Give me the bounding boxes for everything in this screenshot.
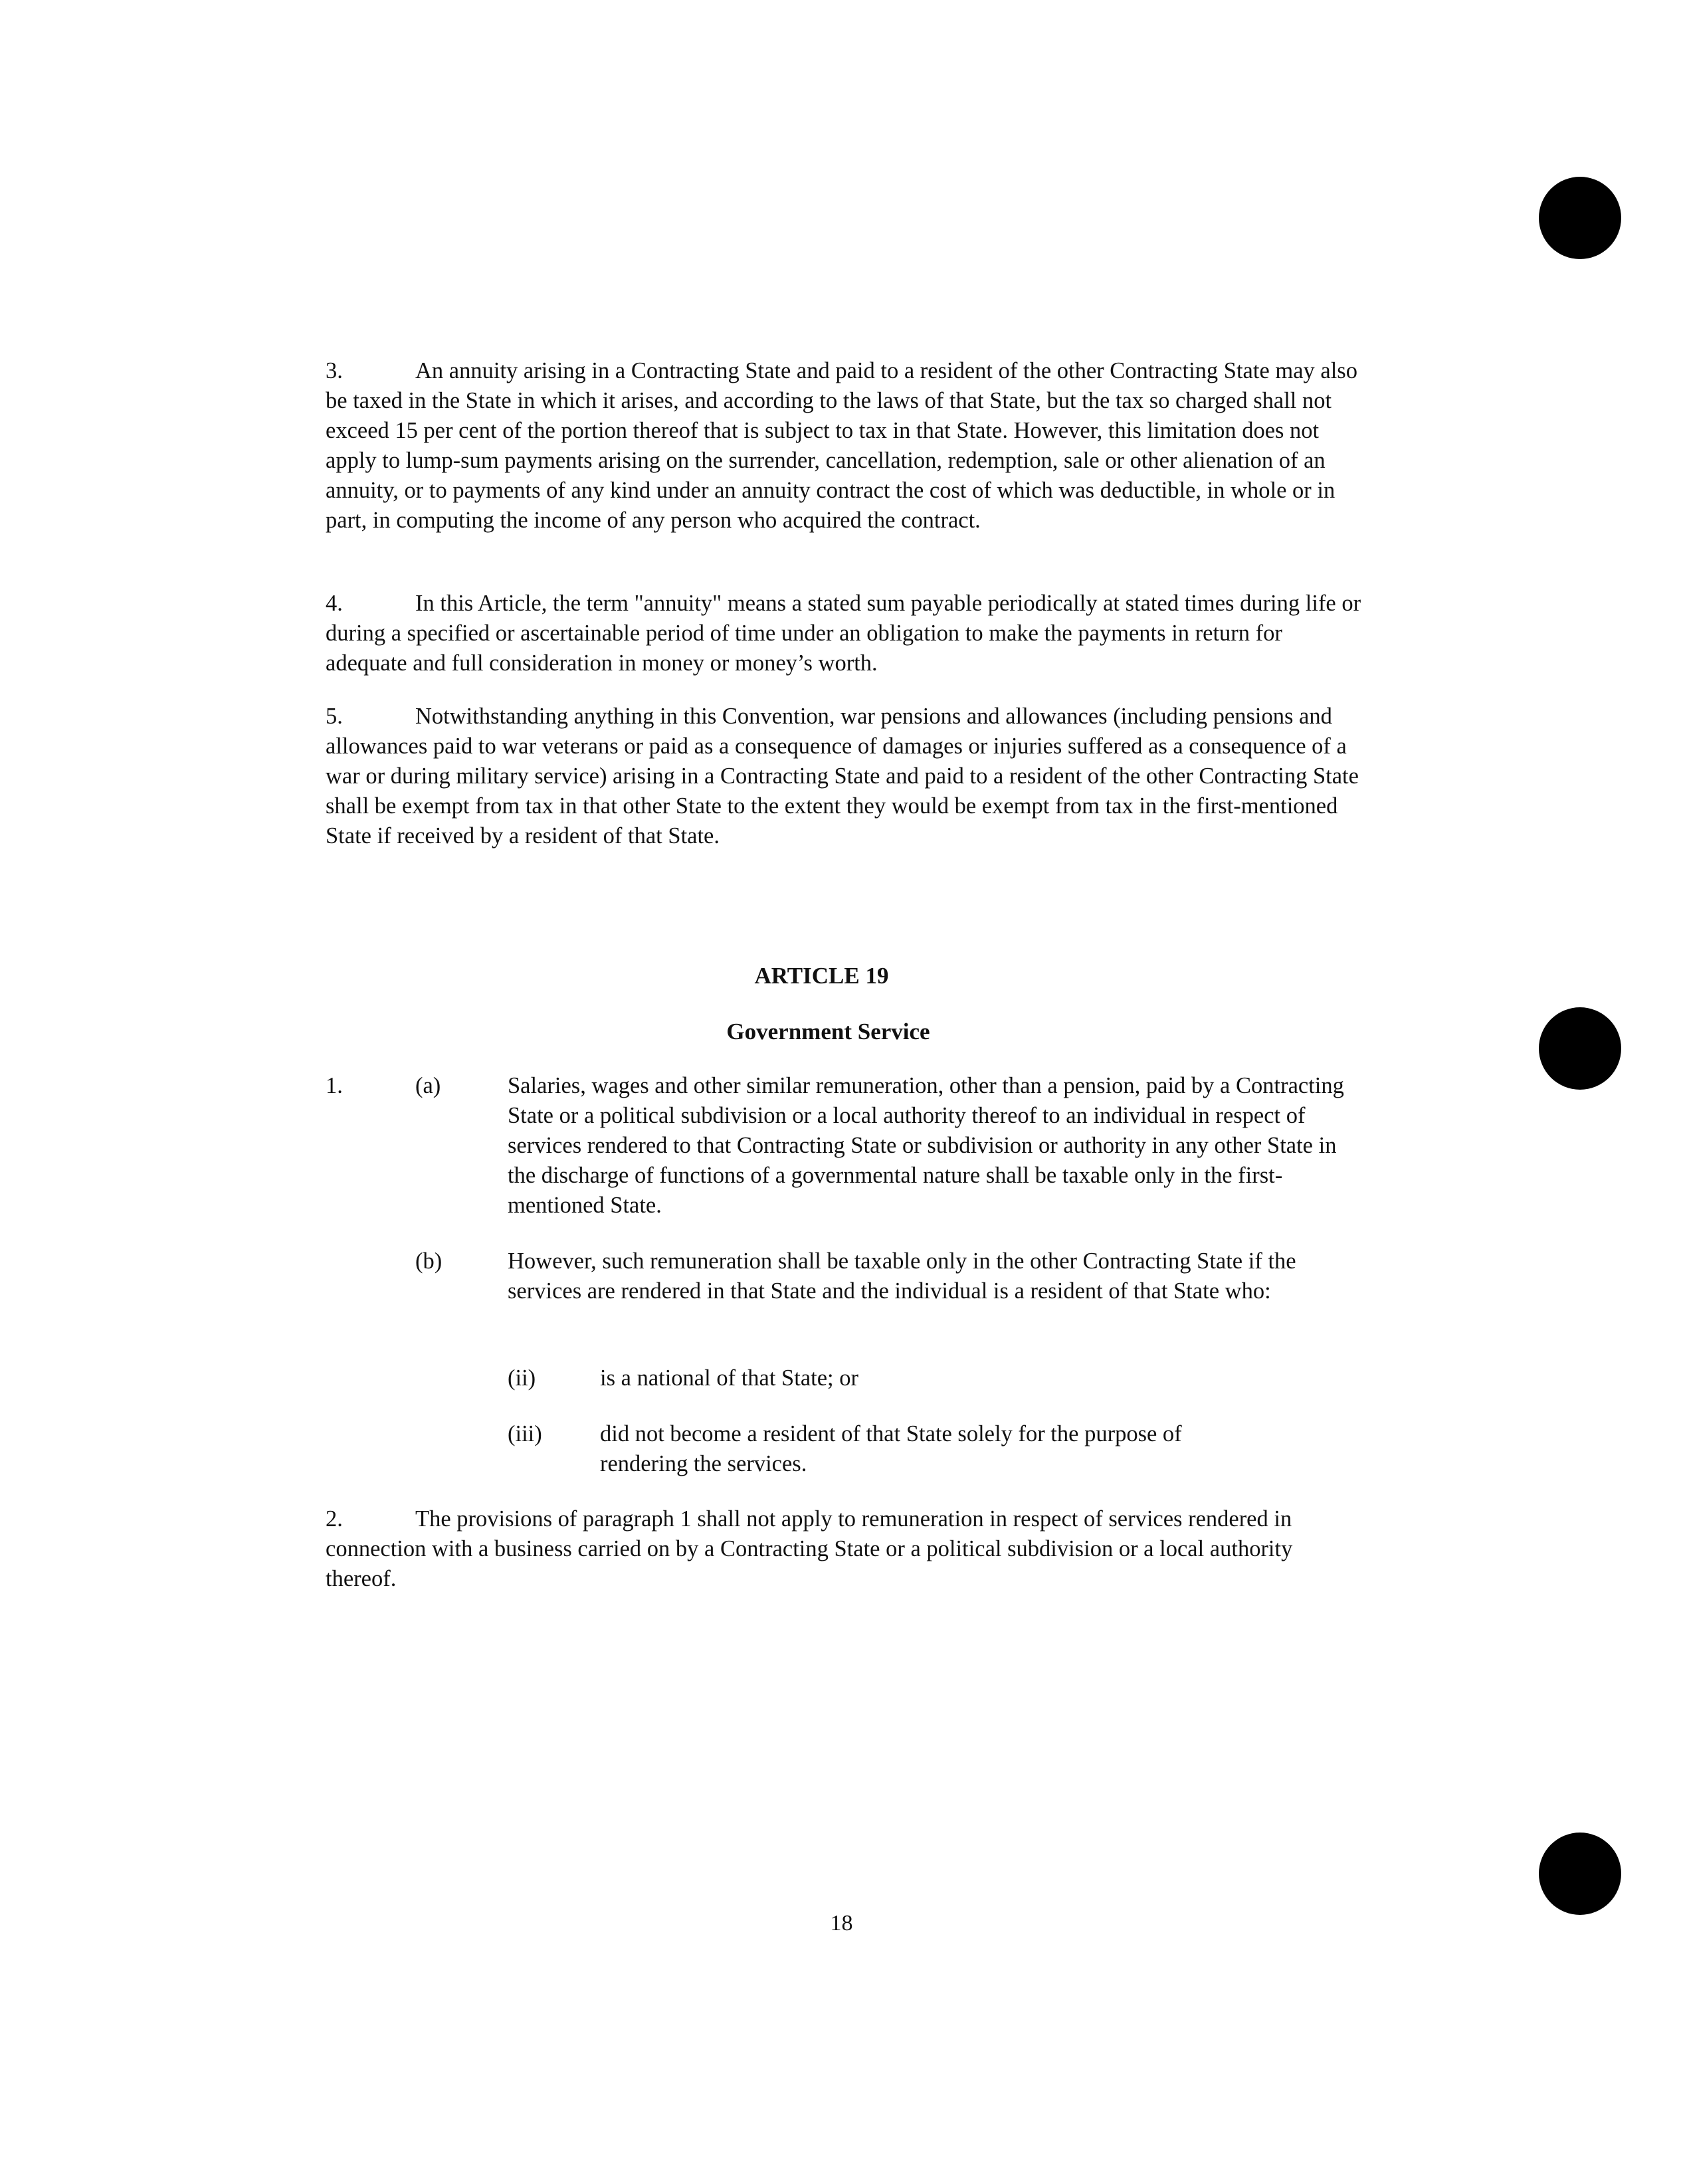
paragraph-text: An annuity arising in a Contracting State and paid to a resident of the other Contracting State may also be taxed in the State in which it arises, and according to the laws of that State, but the tax so charged shall not exceed 15 per cent of the portion thereof that is subject to tax in that State. However, this limitation does not apply to lump-sum payments arising on the surrender, cancellation, redemption, sale or other alienation of an annuity, or to payments of any kind under an annuity contract the cost of which was deductible, in whole or in part, in computing the income of any person who acquired the contract. [326, 358, 1357, 533]
paragraph-5 [326, 702, 1362, 851]
article-paragraph-2 [326, 1504, 1362, 1594]
subparagraph-label-b: (b) [415, 1248, 443, 1274]
paragraph-number: 2. [326, 1506, 343, 1532]
clause-label-iii: (iii) [508, 1421, 542, 1446]
punch-hole-top [1539, 177, 1621, 259]
article-title: ARTICLE 19 [754, 963, 889, 989]
paragraph-4 [326, 589, 1362, 678]
paragraph-number: 3. [326, 358, 343, 383]
subparagraph-label-a: (a) [415, 1073, 441, 1098]
clause-label-ii: (ii) [508, 1365, 536, 1391]
clause-text-ii: is a national of that State; or [600, 1365, 858, 1391]
paragraph-text: In this Article, the term "annuity" means a stated sum payable periodically at stated times during life or during a specified or ascertainable period of time under an obligation to make the payments in return for adequate and full consideration in money or money’s worth. [326, 591, 1361, 676]
clause-text-iii: did not become a resident of that State solely for the purpose of rendering the services. [600, 1421, 1182, 1476]
subparagraph-text-a: Salaries, wages and other similar remuneration, other than a pension, paid by a Contracting State or a political subdivision or a local authority thereof to an individual in respect of services rendered to that Contracting State or subdivision or authority in any other State in the discharge of functions of a governmental nature shall be taxable only in the first-mentioned State. [508, 1073, 1344, 1218]
paragraph-number: 4. [326, 591, 343, 616]
punch-hole-bottom [1539, 1833, 1621, 1915]
subparagraph-text-b: However, such remuneration shall be taxable only in the other Contracting State if the services are rendered in that State and the individual is a resident of that State who: [508, 1248, 1296, 1304]
page-number: 18 [830, 1911, 853, 1936]
paragraph-number: 1. [326, 1073, 343, 1098]
paragraph-text: The provisions of paragraph 1 shall not apply to remuneration in respect of services rendered in connection with a business carried on by a Contracting State or a political subdivision or a local authority thereof. [326, 1506, 1293, 1591]
paragraph-text: Notwithstanding anything in this Convention, war pensions and allowances (including pensions and allowances paid to war veterans or paid as a consequence of damages or injuries suffered as a consequence of a war or during military service) arising in a Contracting State and paid to a resident of the other Contracting State shall be exempt from tax in that other State to the extent they would be exempt from tax in the first-mentioned State if received by a resident of that State. [326, 704, 1359, 848]
article-subtitle: Government Service [726, 1019, 930, 1044]
paragraph-number: 5. [326, 704, 343, 729]
paragraph-3 [326, 356, 1362, 536]
